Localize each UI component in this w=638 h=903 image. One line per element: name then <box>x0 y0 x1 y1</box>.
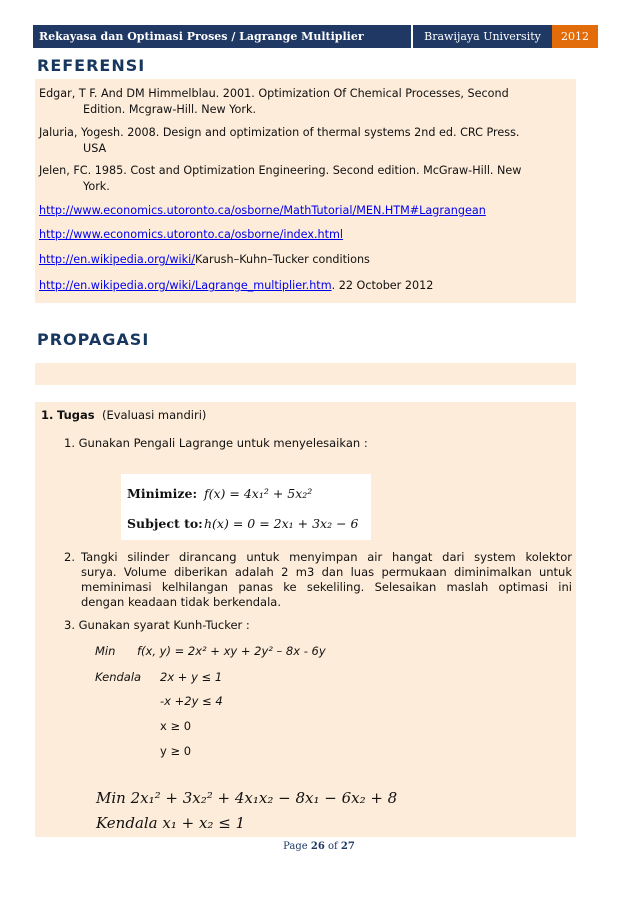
reference-link-row: http://en.wikipedia.org/wiki/Lagrange_multiplier.htm. 22 October 2012 <box>39 279 434 292</box>
page-number: 26 <box>310 841 325 852</box>
minimize-expression: f(x) = 4x₁² + 5x₂² <box>204 486 313 501</box>
reference-link-row <box>39 203 572 219</box>
constraint: -x +2y ≤ 4 <box>160 694 223 708</box>
min-label: Min <box>95 644 116 658</box>
tugas-item-2-line: meminimasi kelhilangan panas ke sekeliling. Selesaikan maslah optimasi ini <box>81 580 572 594</box>
subject-expression: h(x) = 0 = 2x₁ + 3x₂ − 6 <box>204 516 359 531</box>
propagasi-heading: PROPAGASI <box>37 330 150 349</box>
math-constraint: Kendala x₁ + x₂ ≤ 1 <box>96 814 246 832</box>
header-year: 2012 <box>552 25 598 48</box>
propagasi-box <box>35 363 576 385</box>
referensi-heading: REFERENSI <box>37 56 146 75</box>
page-footer: Page 26 of 27 <box>283 841 355 852</box>
tugas-item-2-line: Tangki silinder dirancang untuk menyimpan air hangat dari system kolektor <box>81 550 572 564</box>
tugas-item-2-number: 2. <box>64 550 75 564</box>
reference-entry: Jelen, FC. 1985. Cost and Optimization Engineering. Second edition. McGraw-Hill. New York. <box>39 164 522 193</box>
tugas-item-1: 1. Gunakan Pengali Lagrange untuk menyelesaikan : <box>64 436 368 450</box>
reference-entry: Jaluria, Yogesh. 2008. Design and optimization of thermal systems 2nd ed. CRC Press. USA <box>39 126 520 155</box>
reference-link-row <box>39 227 572 243</box>
header-title: Rekayasa dan Optimasi Proses / Lagrange Multiplier <box>33 25 411 48</box>
tugas-title: 1. Tugas (Evaluasi mandiri) <box>41 408 207 422</box>
reference-link[interactable]: http://www.economics.utoronto.ca/osborne/index.html <box>39 228 343 241</box>
constraint: 2x + y ≤ 1 <box>160 670 223 684</box>
reference-link-row: http://en.wikipedia.org/wiki/Karush–Kuhn–Tucker conditions <box>39 253 370 266</box>
reference-link[interactable]: http://en.wikipedia.org/wiki/Lagrange_multiplier.htm <box>39 279 332 292</box>
subject-label: Subject to: <box>127 516 203 531</box>
page-header <box>33 25 598 48</box>
reference-link[interactable]: http://en.wikipedia.org/wiki/ <box>39 253 195 266</box>
page-total: 27 <box>340 841 355 852</box>
kendala-label: Kendala <box>95 670 142 684</box>
min-expression: f(x, y) = 2x² + xy + 2y² – 8x - 6y <box>137 644 326 658</box>
tugas-item-2-line: surya. Volume diberikan adalah 2 m3 dan luas permukaan diminimalkan untuk <box>81 565 572 579</box>
header-university: Brawijaya University <box>411 25 552 48</box>
reference-entry: Edgar, T F. And DM Himmelblau. 2001. Optimization Of Chemical Processes, Second Edition. Mcgraw-Hill. New York. <box>39 87 509 116</box>
minimize-label: Minimize: <box>127 486 198 501</box>
tugas-item-2-line: dengan keadaan tidak berkendala. <box>81 595 281 609</box>
formula-image <box>121 474 371 540</box>
reference-link[interactable]: http://www.economics.utoronto.ca/osborne/MathTutorial/MEN.HTM#Lagrangean <box>39 204 486 217</box>
constraint: y ≥ 0 <box>160 744 192 758</box>
math-objective: Min 2x₁² + 3x₂² + 4x₁x₂ − 8x₁ − 6x₂ + 8 <box>96 789 398 807</box>
tugas-item-3: 3. Gunakan syarat Kunh-Tucker : <box>64 618 250 632</box>
constraint: x ≥ 0 <box>160 719 192 733</box>
